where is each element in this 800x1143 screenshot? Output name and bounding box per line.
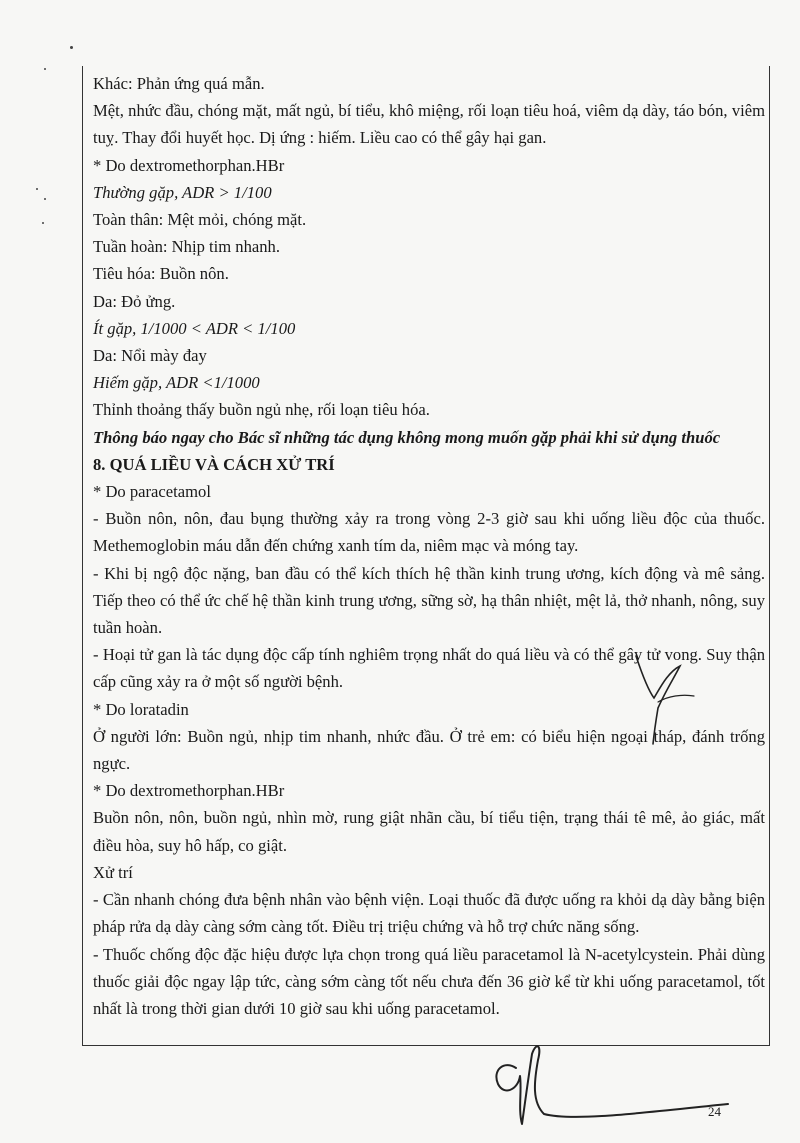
document-body	[93, 70, 765, 1022]
section-heading: 8. QUÁ LIỀU VÀ CÁCH XỬ TRÍ	[93, 454, 335, 474]
text-line: Mệt, nhức đầu, chóng mặt, mất ngủ, bí tiểu, khô miệng, rối loạn tiêu hoá, viêm dạ dày, táo bón, viêm tuỵ. Thay đổi huyết học. Dị ứng : hiếm. Liều cao có thể gây hại gan.	[93, 101, 765, 148]
text-line: * Do loratadin	[93, 699, 189, 719]
text-line: - Khi bị ngộ độc nặng, ban đầu có thể kích thích hệ thần kinh trung ương, kích động và mê sảng. Tiếp theo có thể ức chế hệ thần kinh trung ương, sững sờ, hạ thân nhiệt, mệt lả, thở nhanh, nông, suy tuần hoàn.	[93, 563, 765, 638]
text-line: - Cần nhanh chóng đưa bệnh nhân vào bệnh viện. Loại thuốc đã được uống ra khỏi dạ dày bằng biện pháp rửa dạ dày càng sớm càng tốt. Điều trị triệu chứng và hỗ trợ chức năng sống.	[93, 890, 765, 937]
text-line: Xử trí	[93, 862, 133, 882]
scan-speck	[44, 198, 46, 200]
warning-note: Thông báo ngay cho Bác sĩ những tác dụng không mong muốn gặp phải khi sử dụng thuốc	[93, 427, 721, 447]
text-line: Da: Nổi mày đay	[93, 346, 207, 366]
text-line: Toàn thân: Mệt mỏi, chóng mặt.	[93, 210, 307, 230]
text-line: - Thuốc chống độc đặc hiệu được lựa chọn trong quá liều paracetamol là N-acetylcystein. Phải dùng thuốc giải độc ngay lập tức, càng sớm càng tốt nếu chưa đến 36 giờ kể từ khi uống paracetamol, tốt nhất là trong thời gian dưới 10 giờ sau khi uống paracetamol.	[93, 944, 765, 1018]
footer-signature	[478, 1030, 738, 1130]
scan-speck	[42, 222, 44, 224]
text-line: * Do dextromethorphan.HBr	[93, 781, 285, 801]
text-line: Ở người lớn: Buồn ngủ, nhịp tim nhanh, nhức đầu. Ở trẻ em: có biểu hiện ngoại tháp, đánh trống ngực.	[93, 726, 765, 774]
page-number: 24	[708, 1104, 721, 1119]
text-line: Buồn nôn, nôn, buồn ngủ, nhìn mờ, rung giật nhãn cầu, bí tiểu tiện, trạng thái tê mê, ảo giác, mất điều hòa, suy hô hấp, co giật.	[93, 808, 765, 855]
text-line: Tiêu hóa: Buồn nôn.	[93, 264, 229, 284]
margin-signature	[628, 638, 708, 748]
frequency-heading: Ít gặp, 1/1000 < ADR < 1/100	[93, 318, 296, 338]
text-line: - Buồn nôn, nôn, đau bụng thường xảy ra trong vòng 2-3 giờ sau khi uống liều độc của thuốc. Methemoglobin máu dẫn đến chứng xanh tím da, niêm mạc và móng tay.	[93, 509, 765, 556]
text-line: Thỉnh thoảng thấy buồn ngủ nhẹ, rối loạn tiêu hóa.	[93, 400, 430, 420]
text-line: * Do paracetamol	[93, 482, 211, 502]
frequency-heading: Hiếm gặp, ADR <1/1000	[93, 373, 260, 393]
scan-speck	[44, 68, 46, 70]
text-line: Tuần hoàn: Nhịp tim nhanh.	[93, 237, 280, 257]
text-line: Khác: Phản ứng quá mẫn.	[93, 74, 265, 93]
scan-speck	[36, 188, 38, 190]
text-line: * Do dextromethorphan.HBr	[93, 155, 285, 175]
text-line: - Hoại tử gan là tác dụng độc cấp tính nghiêm trọng nhất do quá liều và có thể gây tử vong. Suy thận cấp cũng xảy ra ở một số người bệnh.	[93, 645, 765, 692]
scan-speck	[70, 46, 73, 49]
text-line: Da: Đỏ ửng.	[93, 291, 176, 311]
frequency-heading: Thường gặp, ADR > 1/100	[93, 182, 272, 202]
